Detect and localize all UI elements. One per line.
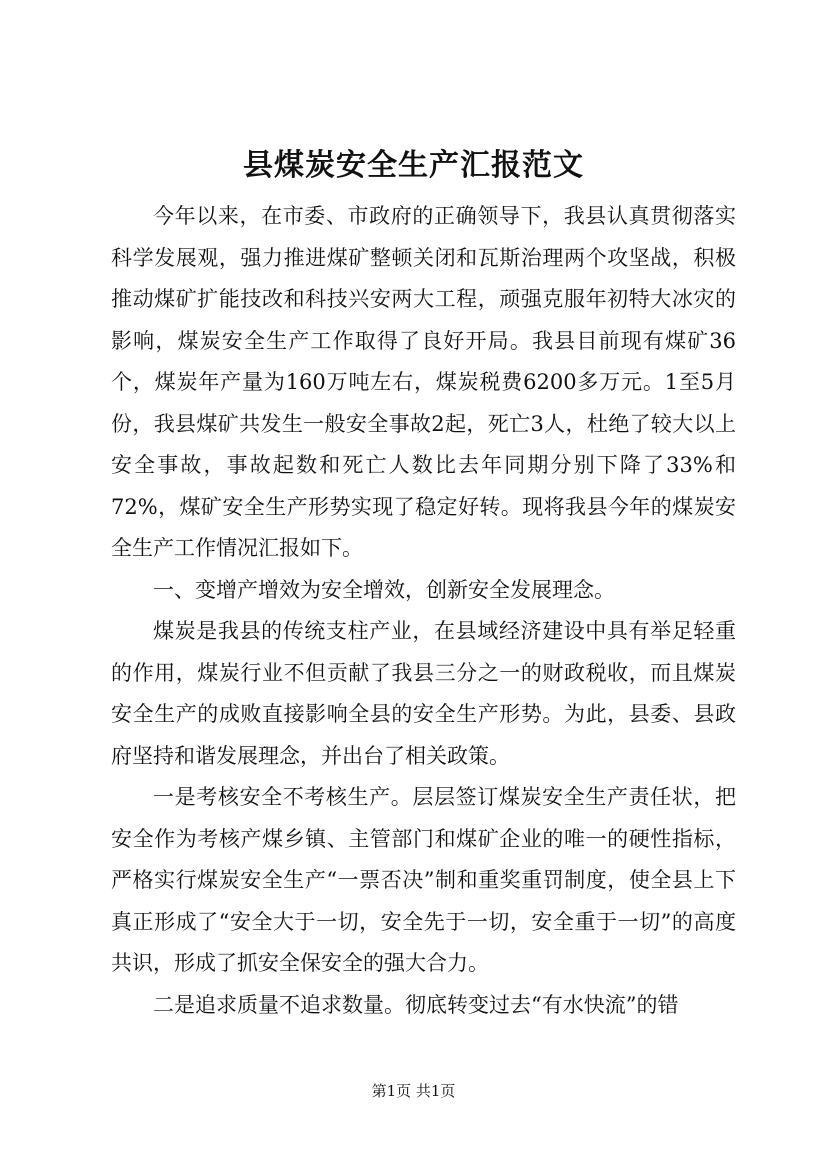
paragraph-point-one: 一是考核安全不考核生产。层层签订煤炭安全生产责任状，把安全作为考核产煤乡镇、主管部门和煤矿企业的唯一的硬性指标，严格实行煤炭安全生产“一票否决”制和重奖重罚制度，使全县上下真正形成了“安全大于一切，安全先于一切，安全重于一切”的高度共识，形成了抓安全保安全的强大合力。 [111, 785, 736, 975]
paragraph-section-heading: 一、变增产增效为安全增效，创新安全发展理念。 [153, 577, 615, 602]
paragraph-point-two: 二是追求质量不追求数量。彻底转变过去“有水快流”的错 [153, 992, 679, 1017]
document-title: 县煤炭安全生产汇报范文 [243, 148, 584, 183]
paragraph-intro: 今年以来，在市委、市政府的正确领导下，我县认真贯彻落实科学发展观，强力推进煤矿整顿关闭和瓦斯治理两个攻坚战，积极推动煤矿扩能技改和科技兴安两大工程，顽强克服年初特大冰灾的影响，煤炭安全生产工作取得了良好开局。我县目前现有煤矿36个，煤炭年产量为160万吨左右，煤炭税费6200多万元。1至5月份，我县煤矿共发生一般安全事故2起，死亡3人，杜绝了较大以上安全事故，事故起数和死亡人数比去年同期分别下降了33%和72%，煤矿安全生产形势实现了稳定好转。现将我县今年的煤炭安全生产工作情况汇报如下。 [111, 204, 736, 560]
document-body [111, 196, 736, 1026]
page-footer: 第1页 共1页 [371, 1082, 456, 1100]
paragraph-coal-industry: 煤炭是我县的传统支柱产业，在县域经济建设中具有举足轻重的作用，煤炭行业不但贡献了我县三分之一的财政税收，而且煤炭安全生产的成败直接影响全县的安全生产形势。为此，县委、县政府坚持和谐发展理念，并出台了相关政策。 [111, 619, 736, 768]
